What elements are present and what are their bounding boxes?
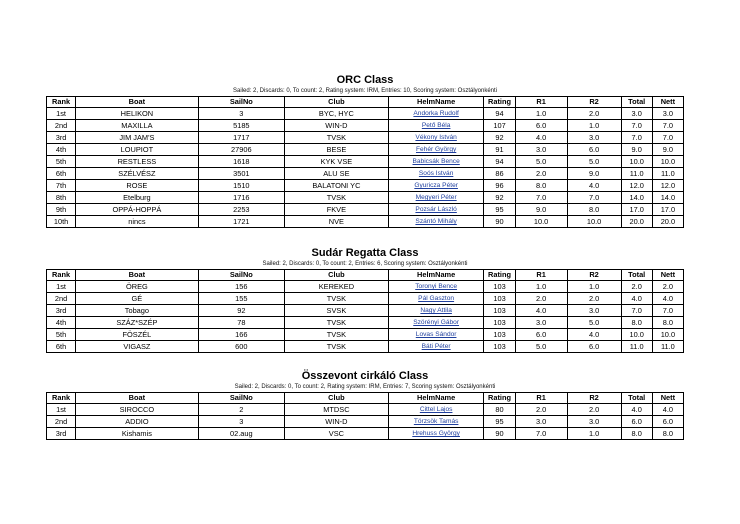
nett-cell: 7.0 (652, 305, 683, 317)
sail-no-cell: 1618 (198, 156, 284, 168)
total-cell: 11.0 (621, 168, 652, 180)
nett-cell: 6.0 (652, 416, 683, 428)
helm-name-link[interactable]: Törzsök Tamás (413, 418, 459, 426)
boat-cell: ROSE (76, 180, 199, 192)
column-header-club: Club (284, 270, 388, 281)
column-header-boat: Boat (76, 393, 199, 404)
results-table (46, 96, 684, 228)
rating-cell: 86 (484, 168, 515, 180)
nett-cell: 14.0 (652, 192, 683, 204)
r2-cell: 4.0 (567, 180, 621, 192)
helm-name-link[interactable]: Hrehuss György (412, 430, 460, 438)
r1-cell: 3.0 (515, 317, 567, 329)
sail-no-cell: 600 (198, 341, 284, 353)
column-header-total: Total (621, 97, 652, 108)
boat-cell: SZÉLVÉSZ (76, 168, 199, 180)
boat-cell: SZÁZ*SZÉP (76, 317, 199, 329)
rank-cell: 3rd (47, 428, 76, 440)
rank-cell: 2nd (47, 416, 76, 428)
helm-name-link[interactable]: Báti Péter (421, 343, 451, 351)
column-header-nett: Nett (652, 393, 683, 404)
club-cell: MTDSC (284, 404, 388, 416)
rank-cell: 1st (47, 404, 76, 416)
column-header-total: Total (621, 393, 652, 404)
r2-cell: 9.0 (567, 168, 621, 180)
r1-cell: 2.0 (515, 293, 567, 305)
sail-no-cell: 2253 (198, 204, 284, 216)
rank-cell: 1st (47, 108, 76, 120)
rating-cell: 94 (484, 108, 515, 120)
rank-cell: 3rd (47, 132, 76, 144)
column-header-rank: Rank (47, 270, 76, 281)
sail-no-cell: 92 (198, 305, 284, 317)
sail-no-cell: 1717 (198, 132, 284, 144)
table-row (47, 156, 684, 168)
r2-cell: 1.0 (567, 120, 621, 132)
column-header-r1: R1 (515, 97, 567, 108)
r1-cell: 5.0 (515, 156, 567, 168)
club-cell: BESE (284, 144, 388, 156)
helm-name-link[interactable]: Lovas Sándor (415, 331, 457, 339)
column-header-r1: R1 (515, 393, 567, 404)
r2-cell: 3.0 (567, 305, 621, 317)
r1-cell: 8.0 (515, 180, 567, 192)
nett-cell: 7.0 (652, 120, 683, 132)
sail-no-cell: 166 (198, 329, 284, 341)
helm-name-link[interactable]: Megyeri Péter (415, 194, 457, 202)
nett-cell: 17.0 (652, 204, 683, 216)
rating-cell: 92 (484, 132, 515, 144)
boat-cell: Tobago (76, 305, 199, 317)
column-header-club: Club (284, 97, 388, 108)
total-cell: 7.0 (621, 120, 652, 132)
column-header-rank: Rank (47, 97, 76, 108)
club-cell: WIN-D (284, 416, 388, 428)
total-cell: 2.0 (621, 281, 652, 293)
section-title: ORC Class (336, 74, 394, 86)
helm-name-cell (388, 416, 484, 428)
club-cell: ALU SE (284, 168, 388, 180)
helm-name-cell (388, 204, 484, 216)
nett-cell: 12.0 (652, 180, 683, 192)
nett-cell: 10.0 (652, 156, 683, 168)
helm-name-link[interactable]: Pető Béla (421, 122, 451, 130)
total-cell: 4.0 (621, 293, 652, 305)
rank-cell: 4th (47, 317, 76, 329)
r2-cell: 8.0 (567, 204, 621, 216)
r1-cell: 2.0 (515, 168, 567, 180)
sail-no-cell: 02.aug (198, 428, 284, 440)
table-row (47, 180, 684, 192)
column-header-helm-name: HelmName (388, 97, 484, 108)
boat-cell: SIROCCO (76, 404, 199, 416)
table-row (47, 317, 684, 329)
r2-cell: 3.0 (567, 416, 621, 428)
helm-name-link[interactable]: Toronyi Bence (415, 283, 458, 291)
r1-cell: 3.0 (515, 416, 567, 428)
helm-name-cell (388, 168, 484, 180)
helm-name-cell (388, 144, 484, 156)
column-header-sail-no: SailNo (198, 97, 284, 108)
nett-cell: 2.0 (652, 281, 683, 293)
column-header-rating: Rating (484, 270, 515, 281)
club-cell: KYK VSE (284, 156, 388, 168)
total-cell: 14.0 (621, 192, 652, 204)
helm-name-cell (388, 216, 484, 228)
r2-cell: 10.0 (567, 216, 621, 228)
boat-cell: MAXILLA (76, 120, 199, 132)
rating-cell: 96 (484, 180, 515, 192)
boat-cell: nincs (76, 216, 199, 228)
sail-no-cell: 3 (198, 108, 284, 120)
helm-name-link[interactable]: Szántó Mihály (415, 218, 457, 226)
boat-cell: Kishamis (76, 428, 199, 440)
total-cell: 11.0 (621, 341, 652, 353)
header-row (47, 393, 684, 404)
helm-name-link[interactable]: Babicsák Bence (412, 158, 460, 166)
r1-cell: 4.0 (515, 132, 567, 144)
club-cell: TVSK (284, 192, 388, 204)
rating-cell: 90 (484, 216, 515, 228)
header-row (47, 270, 684, 281)
rating-cell: 92 (484, 192, 515, 204)
club-cell: NVE (284, 216, 388, 228)
boat-cell: RESTLESS (76, 156, 199, 168)
r1-cell: 4.0 (515, 305, 567, 317)
sail-no-cell: 1716 (198, 192, 284, 204)
rating-cell: 91 (484, 144, 515, 156)
r2-cell: 6.0 (567, 144, 621, 156)
nett-cell: 9.0 (652, 144, 683, 156)
header-row (47, 97, 684, 108)
results-table (46, 392, 684, 440)
column-header-rating: Rating (484, 393, 515, 404)
sail-no-cell: 27906 (198, 144, 284, 156)
helm-name-cell (388, 132, 484, 144)
nett-cell: 10.0 (652, 329, 683, 341)
rating-cell: 95 (484, 416, 515, 428)
club-cell: KEREKED (284, 281, 388, 293)
boat-cell: HELIKON (76, 108, 199, 120)
r2-cell: 4.0 (567, 329, 621, 341)
rating-cell: 95 (484, 204, 515, 216)
section-info: Sailed: 2, Discards: 0, To count: 2, Rating system: IRM, Entries: 10, Scoring system: Osztályonkénti (233, 88, 497, 94)
nett-cell: 11.0 (652, 168, 683, 180)
helm-name-link[interactable]: Pál Gaszton (418, 295, 455, 303)
column-header-boat: Boat (76, 97, 199, 108)
club-cell: WIN-D (284, 120, 388, 132)
table-row (47, 329, 684, 341)
boat-cell: OPPÁ-HOPPÁ (76, 204, 199, 216)
helm-name-link[interactable]: Andorka Rudolf (413, 110, 459, 118)
club-cell: TVSK (284, 293, 388, 305)
helm-name-cell (388, 317, 484, 329)
sail-no-cell: 78 (198, 317, 284, 329)
sail-no-cell: 1721 (198, 216, 284, 228)
nett-cell: 8.0 (652, 317, 683, 329)
rank-cell: 6th (47, 341, 76, 353)
rating-cell: 103 (484, 305, 515, 317)
helm-name-cell (388, 305, 484, 317)
helm-name-cell (388, 120, 484, 132)
r1-cell: 10.0 (515, 216, 567, 228)
r2-cell: 1.0 (567, 428, 621, 440)
total-cell: 10.0 (621, 156, 652, 168)
rank-cell: 8th (47, 192, 76, 204)
section-title: Összevont cirkáló Class (301, 370, 429, 382)
table-row (47, 281, 684, 293)
helm-name-link[interactable]: Fehér György (415, 146, 457, 154)
boat-cell: ÖREG (76, 281, 199, 293)
helm-name-cell (388, 108, 484, 120)
r2-cell: 1.0 (567, 281, 621, 293)
column-header-r2: R2 (567, 393, 621, 404)
table-row (47, 341, 684, 353)
helm-name-cell (388, 192, 484, 204)
r1-cell: 1.0 (515, 108, 567, 120)
r1-cell: 5.0 (515, 341, 567, 353)
orc-class-section (46, 73, 684, 228)
total-cell: 7.0 (621, 132, 652, 144)
boat-cell: VIGASZ (76, 341, 199, 353)
total-cell: 10.0 (621, 329, 652, 341)
helm-name-link[interactable]: Soós István (418, 170, 454, 178)
section-title: Sudár Regatta Class (311, 247, 419, 259)
r1-cell: 3.0 (515, 144, 567, 156)
r2-cell: 3.0 (567, 132, 621, 144)
r1-cell: 6.0 (515, 120, 567, 132)
rating-cell: 103 (484, 329, 515, 341)
nett-cell: 4.0 (652, 404, 683, 416)
rank-cell: 2nd (47, 120, 76, 132)
total-cell: 8.0 (621, 428, 652, 440)
club-cell: SVSK (284, 305, 388, 317)
rating-cell: 94 (484, 156, 515, 168)
table-row (47, 132, 684, 144)
boat-cell: LOUPIOT (76, 144, 199, 156)
sail-no-cell: 2 (198, 404, 284, 416)
rating-cell: 103 (484, 281, 515, 293)
rank-cell: 1st (47, 281, 76, 293)
r2-cell: 5.0 (567, 317, 621, 329)
helm-name-link[interactable]: Cittel Lajos (419, 406, 453, 414)
helm-name-cell (388, 281, 484, 293)
table-row (47, 404, 684, 416)
results-table (46, 269, 684, 353)
nett-cell: 11.0 (652, 341, 683, 353)
sail-no-cell: 3501 (198, 168, 284, 180)
boat-cell: GÉ (76, 293, 199, 305)
r1-cell: 6.0 (515, 329, 567, 341)
total-cell: 20.0 (621, 216, 652, 228)
boat-cell: FÖSZÉL (76, 329, 199, 341)
helm-name-link[interactable]: Vékony István (415, 134, 457, 142)
rank-cell: 7th (47, 180, 76, 192)
sudar-regatta-class-section (46, 246, 684, 353)
r1-cell: 2.0 (515, 404, 567, 416)
helm-name-cell (388, 341, 484, 353)
column-header-club: Club (284, 393, 388, 404)
column-header-total: Total (621, 270, 652, 281)
rank-cell: 10th (47, 216, 76, 228)
total-cell: 4.0 (621, 404, 652, 416)
column-header-sail-no: SailNo (198, 270, 284, 281)
table-row (47, 416, 684, 428)
nett-cell: 7.0 (652, 132, 683, 144)
rating-cell: 107 (484, 120, 515, 132)
helm-name-link[interactable]: Nagy Attila (420, 307, 452, 315)
table-row (47, 120, 684, 132)
nett-cell: 3.0 (652, 108, 683, 120)
column-header-helm-name: HelmName (388, 393, 484, 404)
column-header-boat: Boat (76, 270, 199, 281)
table-row (47, 305, 684, 317)
table-row (47, 204, 684, 216)
nett-cell: 4.0 (652, 293, 683, 305)
r1-cell: 9.0 (515, 204, 567, 216)
helm-name-cell (388, 428, 484, 440)
helm-name-cell (388, 329, 484, 341)
rank-cell: 3rd (47, 305, 76, 317)
club-cell: BYC, HYC (284, 108, 388, 120)
rank-cell: 6th (47, 168, 76, 180)
column-header-sail-no: SailNo (198, 393, 284, 404)
helm-name-link[interactable]: Pozsár László (415, 206, 457, 214)
osszevont-cirkalo-class-section (46, 369, 684, 440)
section-info: Sailed: 2, Discards: 0, To count: 2, Rating system: IRM, Entries: 7, Scoring system: Osztályonkénti (234, 384, 496, 390)
helm-name-cell (388, 293, 484, 305)
r2-cell: 2.0 (567, 404, 621, 416)
r2-cell: 5.0 (567, 156, 621, 168)
table-row (47, 192, 684, 204)
column-header-nett: Nett (652, 97, 683, 108)
helm-name-cell (388, 180, 484, 192)
column-header-rating: Rating (484, 97, 515, 108)
rating-cell: 103 (484, 317, 515, 329)
rating-cell: 80 (484, 404, 515, 416)
boat-cell: Etelburg (76, 192, 199, 204)
rank-cell: 9th (47, 204, 76, 216)
rank-cell: 4th (47, 144, 76, 156)
helm-name-cell (388, 156, 484, 168)
club-cell: TVSK (284, 132, 388, 144)
club-cell: TVSK (284, 341, 388, 353)
club-cell: BALATONI YC (284, 180, 388, 192)
sail-no-cell: 3 (198, 416, 284, 428)
club-cell: FKVE (284, 204, 388, 216)
total-cell: 17.0 (621, 204, 652, 216)
table-row (47, 428, 684, 440)
boat-cell: JIM JAM'S (76, 132, 199, 144)
total-cell: 9.0 (621, 144, 652, 156)
nett-cell: 8.0 (652, 428, 683, 440)
helm-name-link[interactable]: Gyuricza Péter (414, 182, 458, 190)
r2-cell: 6.0 (567, 341, 621, 353)
rank-cell: 5th (47, 329, 76, 341)
boat-cell: ADDIO (76, 416, 199, 428)
total-cell: 6.0 (621, 416, 652, 428)
r1-cell: 7.0 (515, 192, 567, 204)
club-cell: VSC (284, 428, 388, 440)
column-header-nett: Nett (652, 270, 683, 281)
sail-no-cell: 156 (198, 281, 284, 293)
table-row (47, 144, 684, 156)
sail-no-cell: 5185 (198, 120, 284, 132)
column-header-r2: R2 (567, 97, 621, 108)
sail-no-cell: 1510 (198, 180, 284, 192)
total-cell: 3.0 (621, 108, 652, 120)
helm-name-cell (388, 404, 484, 416)
total-cell: 12.0 (621, 180, 652, 192)
r2-cell: 2.0 (567, 108, 621, 120)
r1-cell: 1.0 (515, 281, 567, 293)
rank-cell: 5th (47, 156, 76, 168)
table-row (47, 293, 684, 305)
rating-cell: 90 (484, 428, 515, 440)
r2-cell: 2.0 (567, 293, 621, 305)
table-row (47, 108, 684, 120)
section-info: Sailed: 2, Discards: 0, To count: 2, Entries: 6, Scoring system: Osztályonkénti (262, 261, 468, 267)
helm-name-link[interactable]: Szörényi Gábor (413, 319, 460, 327)
column-header-helm-name: HelmName (388, 270, 484, 281)
r2-cell: 7.0 (567, 192, 621, 204)
rating-cell: 103 (484, 293, 515, 305)
nett-cell: 20.0 (652, 216, 683, 228)
column-header-r1: R1 (515, 270, 567, 281)
total-cell: 7.0 (621, 305, 652, 317)
table-row (47, 216, 684, 228)
total-cell: 8.0 (621, 317, 652, 329)
club-cell: TVSK (284, 329, 388, 341)
rank-cell: 2nd (47, 293, 76, 305)
column-header-r2: R2 (567, 270, 621, 281)
column-header-rank: Rank (47, 393, 76, 404)
rating-cell: 103 (484, 341, 515, 353)
club-cell: TVSK (284, 317, 388, 329)
r1-cell: 7.0 (515, 428, 567, 440)
table-row (47, 168, 684, 180)
sail-no-cell: 155 (198, 293, 284, 305)
